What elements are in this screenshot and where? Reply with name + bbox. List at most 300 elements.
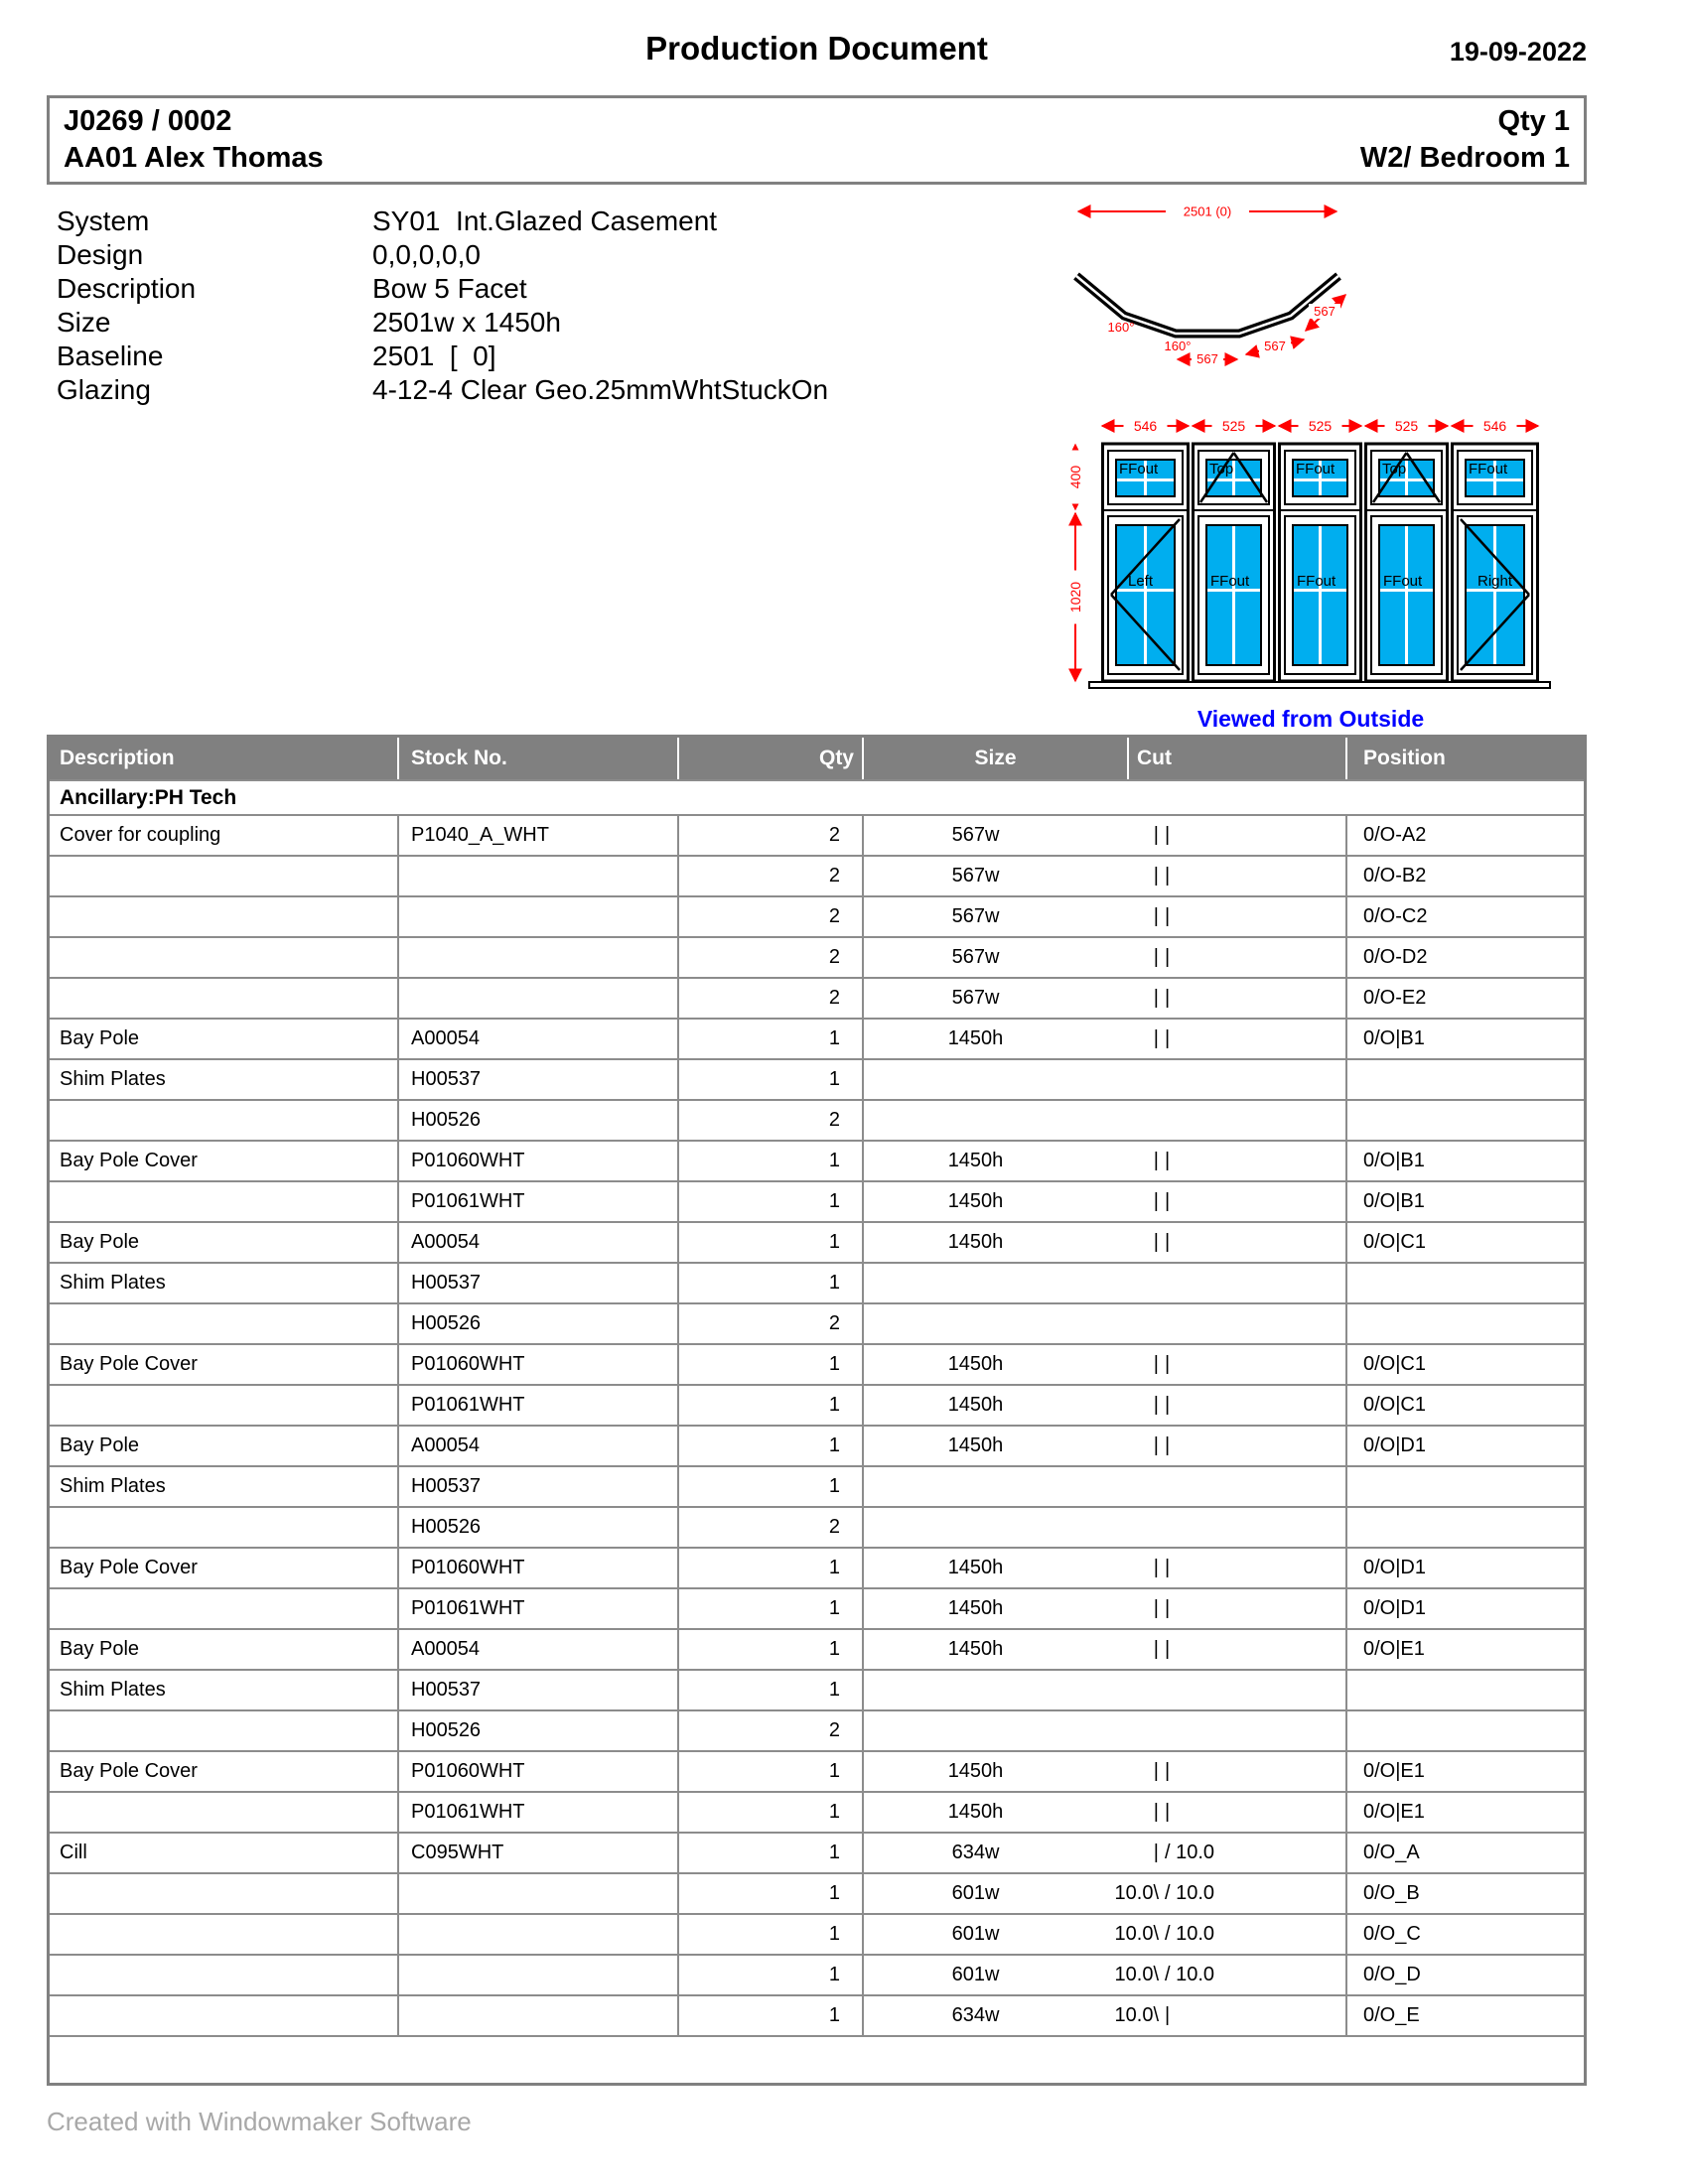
table-row (50, 1345, 1584, 1386)
spec-value-glazing: 4-12-4 Clear Geo.25mmWhtStuckOn (372, 374, 829, 405)
cell-size (864, 1671, 1087, 1709)
cell-description: Bay Pole Cover (50, 1752, 399, 1791)
cell-size-cut (864, 1915, 1347, 1954)
plan-seg-dim-3: 567 (1314, 304, 1336, 319)
cell-cut-right: / 10.0 (1165, 1923, 1215, 1945)
cell-position: 0/O|E1 (1363, 1760, 1425, 1782)
cell-qty: 2 (679, 857, 864, 895)
cell-cut-right (1159, 1671, 1345, 1709)
table-row (50, 1508, 1584, 1549)
cell-size-cut (864, 1589, 1347, 1628)
col-header-cut: Cut (1129, 738, 1347, 779)
cell-size-cut (864, 1671, 1347, 1709)
facet-top-label: FFout (1296, 461, 1336, 478)
facet-bottom-label: Right (1477, 573, 1513, 590)
cell-position: 0/O|C1 (1363, 1353, 1426, 1375)
cell-size-cut (864, 1711, 1347, 1750)
cell-cut-left: | (1153, 1027, 1159, 1049)
parts-table (47, 735, 1587, 2086)
cell-cut-left: | (1153, 1557, 1159, 1578)
cell-size-cut (864, 1549, 1347, 1587)
cell-size: 601w (951, 1882, 1000, 1904)
cell-size: 567w (951, 865, 1000, 887)
table-row (50, 1915, 1584, 1956)
elev-top-dim: 525 (1394, 418, 1419, 434)
table-row (50, 1304, 1584, 1345)
cell-cut-left: | (1153, 1801, 1159, 1823)
facet-bottom-label: FFout (1210, 573, 1250, 590)
footer-credit: Created with Windowmaker Software (47, 2107, 472, 2136)
cell-description: Bay Pole Cover (50, 1142, 399, 1180)
cell-size-cut (864, 897, 1347, 936)
cell-cut-right: | (1165, 1027, 1171, 1049)
cell-cut-left: | (1153, 1434, 1159, 1456)
plan-svg (1064, 195, 1362, 413)
cell-position: 0/O|D1 (1363, 1557, 1426, 1578)
cell-size: 1450h (947, 1557, 1004, 1578)
cell-size-cut (864, 1996, 1347, 2035)
cell-stock-no: H00537 (399, 1264, 679, 1302)
facet-top-label: Top (1209, 461, 1234, 478)
table-row (50, 1711, 1584, 1752)
cell-qty: 2 (679, 1101, 864, 1140)
cell-description: Cill (50, 1834, 399, 1872)
cell-size: 567w (951, 905, 1000, 927)
facet-top-label: FFout (1469, 461, 1508, 478)
cell-qty: 1 (679, 1589, 864, 1628)
cell-size-cut (864, 1101, 1347, 1140)
cell-qty: 1 (679, 1793, 864, 1832)
col-header-description: Description (50, 738, 399, 779)
cell-stock-no: A00054 (399, 1020, 679, 1058)
col-header-size: Size (864, 738, 1129, 779)
job-number: J0269 / 0002 (64, 105, 232, 137)
cell-qty: 1 (679, 1345, 864, 1384)
facet-top-label: Top (1382, 461, 1407, 478)
cell-size: 634w (951, 1842, 1000, 1863)
cell-description: Bay Pole (50, 1223, 399, 1262)
table-row (50, 1060, 1584, 1101)
room-label: W2/ Bedroom 1 (1359, 142, 1570, 174)
cell-cut-right (1159, 1711, 1345, 1750)
facet-top-label: FFout (1119, 461, 1159, 478)
account-name: AA01 Alex Thomas (64, 142, 324, 174)
cell-cut-left: 10.0\ (1114, 2004, 1159, 2026)
elev-left-dim: 400 (1067, 465, 1083, 489)
table-row (50, 938, 1584, 979)
cell-qty: 2 (679, 1711, 864, 1750)
table-row (50, 1834, 1584, 1874)
cell-description (50, 979, 399, 1018)
cell-stock-no: H00537 (399, 1467, 679, 1506)
cell-description (50, 1915, 399, 1954)
cell-stock-no: P01061WHT (399, 1182, 679, 1221)
cell-description (50, 1793, 399, 1832)
table-row (50, 1427, 1584, 1467)
cell-size (864, 1101, 1087, 1140)
cell-size-cut (864, 938, 1347, 977)
cell-size-cut (864, 1386, 1347, 1425)
cell-stock-no: P01060WHT (399, 1549, 679, 1587)
cell-position (1347, 1671, 1584, 1709)
col-header-stock: Stock No. (399, 738, 679, 779)
cell-qty: 1 (679, 1630, 864, 1669)
cell-position (1347, 1060, 1584, 1099)
table-row (50, 1182, 1584, 1223)
cell-position: 0/O-C2 (1363, 905, 1428, 927)
cell-cut-right: | (1165, 1231, 1171, 1253)
cell-cut-left: | (1153, 865, 1159, 887)
cell-stock-no (399, 857, 679, 895)
cell-cut-left (1087, 1101, 1159, 1140)
cell-qty: 1 (679, 1386, 864, 1425)
table-row (50, 1386, 1584, 1427)
cell-size: 634w (951, 2004, 1000, 2026)
cell-description: Cover for coupling (50, 816, 399, 855)
cell-cut-left: | (1153, 946, 1159, 968)
cell-stock-no: P01061WHT (399, 1793, 679, 1832)
cell-qty: 2 (679, 1508, 864, 1547)
cell-size (864, 1467, 1087, 1506)
facet-bottom-label: FFout (1297, 573, 1336, 590)
cell-description (50, 857, 399, 895)
cell-position: 0/O|D1 (1363, 1434, 1426, 1456)
cell-cut-right: | (1165, 865, 1171, 887)
cell-cut-left: | (1153, 1150, 1159, 1171)
cell-size-cut (864, 1467, 1347, 1506)
cell-stock-no (399, 979, 679, 1018)
cell-size: 601w (951, 1923, 1000, 1945)
cell-stock-no: P01061WHT (399, 1386, 679, 1425)
cell-cut-left (1087, 1060, 1159, 1099)
elev-top-dim: 546 (1133, 418, 1158, 434)
cell-qty: 1 (679, 1142, 864, 1180)
cell-size-cut (864, 1427, 1347, 1465)
cell-cut-left: 10.0\ (1114, 1882, 1159, 1904)
cell-description (50, 1182, 399, 1221)
cell-position (1347, 1508, 1584, 1547)
cell-position: 0/O-A2 (1363, 824, 1427, 846)
plan-seg-dim-2: 567 (1264, 339, 1286, 353)
cell-qty: 1 (679, 1060, 864, 1099)
cell-size-cut (864, 1264, 1347, 1302)
view-caption: Viewed from Outside (1196, 706, 1425, 732)
table-row (50, 1793, 1584, 1834)
cell-qty: 1 (679, 1996, 864, 2035)
cell-size-cut (864, 1060, 1347, 1099)
doc-date: 19-09-2022 (1449, 37, 1587, 67)
cell-description: Bay Pole (50, 1020, 399, 1058)
cell-qty: 1 (679, 1671, 864, 1709)
page-title: Production Document (645, 30, 988, 67)
cell-stock-no: H00526 (399, 1508, 679, 1547)
cell-qty: 1 (679, 1223, 864, 1262)
cell-stock-no: H00526 (399, 1711, 679, 1750)
cell-size-cut (864, 1304, 1347, 1343)
cell-description (50, 1996, 399, 2035)
parts-table-header (50, 738, 1584, 781)
cell-qty: 2 (679, 816, 864, 855)
cell-cut-right: | (1165, 1801, 1171, 1823)
cell-description (50, 938, 399, 977)
table-row (50, 816, 1584, 857)
cell-size-cut (864, 1142, 1347, 1180)
cell-cut-left (1087, 1467, 1159, 1506)
table-row (50, 857, 1584, 897)
cell-stock-no: P01060WHT (399, 1345, 679, 1384)
cell-cut-right: | (1165, 2004, 1171, 2026)
cell-stock-no: P01061WHT (399, 1589, 679, 1628)
cell-description: Bay Pole Cover (50, 1345, 399, 1384)
cell-stock-no: A00054 (399, 1630, 679, 1669)
elev-left-dim: 1020 (1067, 581, 1083, 614)
spec-block (57, 205, 828, 407)
cell-position: 0/O-D2 (1363, 946, 1428, 968)
cell-qty: 1 (679, 1549, 864, 1587)
table-row (50, 1223, 1584, 1264)
cell-stock-no: A00054 (399, 1427, 679, 1465)
cell-qty: 1 (679, 1915, 864, 1954)
cell-cut-right: | (1165, 987, 1171, 1009)
cell-position: 0/O_D (1363, 1964, 1421, 1985)
spec-label: Design (57, 239, 144, 270)
cell-size (864, 1508, 1087, 1547)
cell-description (50, 1101, 399, 1140)
cell-size-cut (864, 1345, 1347, 1384)
cell-cut-right: | (1165, 1760, 1171, 1782)
table-row (50, 979, 1584, 1020)
spec-value-size: 2501w x 1450h (372, 307, 561, 338)
elev-top-dim: 525 (1308, 418, 1333, 434)
cell-description: Shim Plates (50, 1060, 399, 1099)
cell-cut-right (1159, 1304, 1345, 1343)
cell-size: 567w (951, 824, 1000, 846)
table-row (50, 1264, 1584, 1304)
cell-size (864, 1304, 1087, 1343)
cell-qty: 1 (679, 1834, 864, 1872)
cell-description: Bay Pole Cover (50, 1549, 399, 1587)
cell-stock-no (399, 897, 679, 936)
table-row (50, 1630, 1584, 1671)
cell-cut-right: / 10.0 (1165, 1882, 1215, 1904)
cell-size-cut (864, 1752, 1347, 1791)
cell-stock-no: C095WHT (399, 1834, 679, 1872)
table-row (50, 1142, 1584, 1182)
cell-position: 0/O_A (1363, 1842, 1420, 1863)
cell-position: 0/O|B1 (1363, 1150, 1425, 1171)
cell-cut-left: | (1153, 1394, 1159, 1416)
cell-cut-left (1087, 1671, 1159, 1709)
cell-cut-right: / 10.0 (1165, 1964, 1215, 1985)
cell-qty: 2 (679, 979, 864, 1018)
cell-stock-no (399, 1874, 679, 1913)
cell-position: 0/O|C1 (1363, 1231, 1426, 1253)
cell-size-cut (864, 857, 1347, 895)
cell-size: 1450h (947, 1231, 1004, 1253)
cell-size-cut (864, 1793, 1347, 1832)
cell-cut-left (1087, 1304, 1159, 1343)
cell-cut-left: | (1153, 1353, 1159, 1375)
plan-seg-dim-1: 567 (1196, 351, 1218, 366)
cell-qty: 1 (679, 1956, 864, 1994)
cell-description (50, 1386, 399, 1425)
cell-cut-left: 10.0\ (1114, 1923, 1159, 1945)
cell-cut-right: | (1165, 1638, 1171, 1660)
cell-position: 0/O-B2 (1363, 865, 1427, 887)
cell-description: Shim Plates (50, 1671, 399, 1709)
table-row (50, 1956, 1584, 1996)
cell-stock-no: A00054 (399, 1223, 679, 1262)
cell-cut-right: | (1165, 1353, 1171, 1375)
table-row (50, 1101, 1584, 1142)
cell-qty: 1 (679, 1874, 864, 1913)
cell-cut-left: | (1153, 824, 1159, 846)
cell-stock-no (399, 1996, 679, 2035)
table-row (50, 1874, 1584, 1915)
cell-description: Shim Plates (50, 1264, 399, 1302)
cell-position: 0/O|C1 (1363, 1394, 1426, 1416)
elev-top-dim: 525 (1221, 418, 1246, 434)
cell-stock-no: H00537 (399, 1060, 679, 1099)
cell-cut-right (1159, 1101, 1345, 1140)
elev-top-dim: 546 (1482, 418, 1507, 434)
cell-cut-left: | (1153, 1842, 1159, 1863)
cell-cut-right: | (1165, 1557, 1171, 1578)
table-row (50, 1996, 1584, 2037)
cell-stock-no: H00526 (399, 1304, 679, 1343)
cell-cut-right (1159, 1508, 1345, 1547)
cell-stock-no: H00526 (399, 1101, 679, 1140)
cell-cut-left: | (1153, 1597, 1159, 1619)
cell-size-cut (864, 1508, 1347, 1547)
spec-label: Size (57, 307, 111, 338)
cell-cut-left: | (1153, 987, 1159, 1009)
elevation-svg (1062, 413, 1559, 696)
facet-bottom-label: Left (1128, 573, 1154, 590)
cell-position (1347, 1711, 1584, 1750)
cell-qty: 2 (679, 938, 864, 977)
spec-label: Baseline (57, 341, 164, 371)
cell-stock-no: H00537 (399, 1671, 679, 1709)
cell-qty: 1 (679, 1467, 864, 1506)
cell-cut-right (1159, 1264, 1345, 1302)
table-row (50, 1589, 1584, 1630)
table-row (50, 1671, 1584, 1711)
cell-position: 0/O|E1 (1363, 1801, 1425, 1823)
cell-size (864, 1264, 1087, 1302)
cell-qty: 1 (679, 1020, 864, 1058)
cell-cut-right: | (1165, 1394, 1171, 1416)
cell-size-cut (864, 1630, 1347, 1669)
cell-cut-right (1159, 1467, 1345, 1506)
cell-size: 1450h (947, 1150, 1004, 1171)
cell-cut-left: | (1153, 1760, 1159, 1782)
cell-size-cut (864, 1020, 1347, 1058)
cell-cut-left: | (1153, 905, 1159, 927)
table-row (50, 1549, 1584, 1589)
cell-size: 601w (951, 1964, 1000, 1985)
cell-cut-left: | (1153, 1638, 1159, 1660)
cell-size: 1450h (947, 1597, 1004, 1619)
cell-position: 0/O_C (1363, 1923, 1421, 1945)
cell-position: 0/O_E (1363, 2004, 1420, 2026)
cell-size: 567w (951, 946, 1000, 968)
cell-cut-right: | (1165, 1190, 1171, 1212)
cell-qty: 2 (679, 897, 864, 936)
cell-description (50, 1711, 399, 1750)
cell-position: 0/O|D1 (1363, 1597, 1426, 1619)
cell-size: 1450h (947, 1027, 1004, 1049)
cell-stock-no: P1040_A_WHT (399, 816, 679, 855)
cell-description: Shim Plates (50, 1467, 399, 1506)
spec-value-baseline: 2501 [ 0] (372, 341, 496, 371)
cell-cut-right: | (1165, 1434, 1171, 1456)
cell-size: 1450h (947, 1801, 1004, 1823)
cell-size: 1450h (947, 1394, 1004, 1416)
cill-profile (1089, 682, 1550, 688)
cell-description: Bay Pole (50, 1427, 399, 1465)
cell-cut-right: | (1165, 824, 1171, 846)
cell-description (50, 1956, 399, 1994)
cell-position (1347, 1101, 1584, 1140)
cell-size: 1450h (947, 1638, 1004, 1660)
cell-position (1347, 1264, 1584, 1302)
facet-bottom-label: FFout (1383, 573, 1423, 590)
cell-cut-right: | (1165, 1597, 1171, 1619)
cell-description (50, 1508, 399, 1547)
cell-size (864, 1060, 1087, 1099)
cell-stock-no (399, 938, 679, 977)
cell-description: Bay Pole (50, 1630, 399, 1669)
cell-stock-no: P01060WHT (399, 1752, 679, 1791)
job-header-box (47, 95, 1587, 185)
cell-cut-left: | (1153, 1190, 1159, 1212)
cell-size-cut (864, 1223, 1347, 1262)
cell-size: 1450h (947, 1190, 1004, 1212)
cell-size: 1450h (947, 1434, 1004, 1456)
spec-label: System (57, 205, 150, 236)
cell-cut-left (1087, 1711, 1159, 1750)
cell-size-cut (864, 816, 1347, 855)
plan-overall-dim: 2501 (0) (1183, 204, 1232, 219)
cell-position: 0/O-E2 (1363, 987, 1427, 1009)
cell-qty: 1 (679, 1752, 864, 1791)
cell-size-cut (864, 1874, 1347, 1913)
cell-cut-right (1159, 1060, 1345, 1099)
cell-qty: 1 (679, 1427, 864, 1465)
col-header-position: Position (1347, 738, 1584, 779)
cell-position: 0/O|B1 (1363, 1190, 1425, 1212)
cell-size: 1450h (947, 1760, 1004, 1782)
spec-value-description: Bow 5 Facet (372, 273, 527, 304)
cell-size: 567w (951, 987, 1000, 1009)
cell-stock-no: P01060WHT (399, 1142, 679, 1180)
spec-value-system: SY01 Int.Glazed Casement (372, 205, 718, 236)
section-row: Ancillary:PH Tech (50, 781, 1584, 816)
cell-description (50, 1304, 399, 1343)
cell-position: 0/O_B (1363, 1882, 1420, 1904)
cell-size (864, 1711, 1087, 1750)
cell-cut-left: | (1153, 1231, 1159, 1253)
cell-qty: 1 (679, 1182, 864, 1221)
spec-value-design: 0,0,0,0,0 (372, 239, 481, 270)
spec-label: Glazing (57, 374, 151, 405)
plan-drawing (1064, 195, 1362, 418)
cell-cut-left (1087, 1264, 1159, 1302)
cell-size-cut (864, 1956, 1347, 1994)
cell-description (50, 1589, 399, 1628)
cell-position: 0/O|E1 (1363, 1638, 1425, 1660)
